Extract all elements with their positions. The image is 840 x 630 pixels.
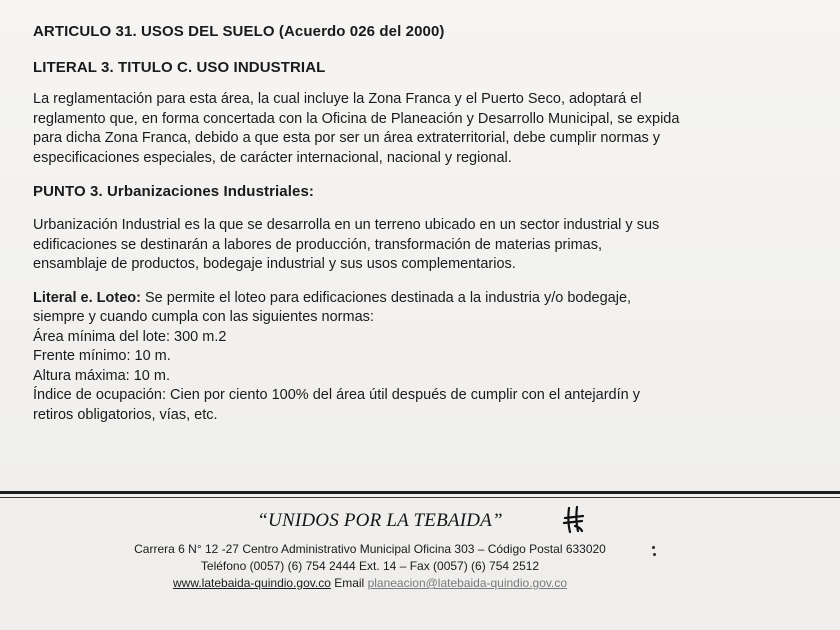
stray-mark — [653, 553, 656, 556]
signature-mark — [562, 504, 586, 534]
footer-motto: “UNIDOS POR LA TEBAIDA” — [257, 510, 503, 531]
paragraph-line: Urbanización Industrial es la que se desarrolla en un terreno ubicado en un sector industrial y sus — [33, 217, 660, 233]
literal-title: LITERAL 3. TITULO C. USO INDUSTRIAL — [33, 59, 326, 76]
footer-phone: Teléfono (0057) (6) 754 2444 Ext. 14 – Fax (0057) (6) 754 2512 — [200, 559, 540, 573]
paragraph-line: edificaciones se destinarán a labores de producción, transformación de materias primas, — [33, 236, 603, 253]
punto-title: PUNTO 3. Urbanizaciones Industriales: — [33, 183, 314, 200]
paragraph-loteo — [33, 289, 733, 426]
paragraph-line: La reglamentación para esta área, la cual incluye la Zona Franca y el Puerto Seco, adoptará el — [33, 91, 642, 107]
paragraph-urbanizacion — [33, 216, 723, 275]
footer-rule-thick — [0, 491, 840, 494]
loteo-line: siempre y cuando cumpla con las siguientes normas: — [33, 309, 374, 325]
loteo-first-line — [33, 289, 733, 309]
paragraph-line: especificaciones especiales, de carácter internacional, nacional y regional. — [33, 149, 512, 166]
footer-contact — [0, 576, 740, 590]
website-link[interactable]: www.latebaida-quindio.gov.co — [173, 576, 331, 590]
loteo-line: Área mínima del lote: 300 m.2 — [33, 328, 227, 345]
article-title: ARTICULO 31. USOS DEL SUELO (Acuerdo 026 del 2000) — [33, 23, 445, 40]
footer-rule-thin — [0, 497, 840, 498]
paragraph-line: ensamblaje de productos, bodegaje industrial y sus usos complementarios. — [33, 256, 516, 272]
loteo-first-line-rest: Se permite el loteo para edificaciones destinada a la industria y/o bodegaje, — [140, 289, 632, 306]
stray-mark — [652, 546, 655, 549]
document-body — [33, 22, 813, 425]
loteo-lead: Literal e. Loteo: — [33, 289, 141, 306]
loteo-line: Frente mínimo: 10 m. — [33, 348, 171, 364]
loteo-line: Índice de ocupación: Cien por ciento 100% del área útil después de cumplir con el antejardín y — [33, 387, 640, 403]
paragraph-zona-franca — [33, 90, 733, 168]
footer-address: Carrera 6 N° 12 -27 Centro Administrativo Municipal Oficina 303 – Código Postal 633020 — [134, 542, 606, 556]
loteo-line: retiros obligatorios, vías, etc. — [33, 406, 218, 423]
paragraph-line: reglamento que, en forma concertada con la Oficina de Planeación y Desarrollo Municipal, se expida — [33, 110, 680, 127]
paragraph-line: para dicha Zona Franca, debido a que esta por ser un área extraterritorial, debe cumplir normas y — [33, 130, 661, 146]
email-link[interactable]: planeacion@latebaida-quindio.gov.co — [367, 576, 567, 590]
email-label: Email — [330, 576, 368, 590]
loteo-line: Altura máxima: 10 m. — [33, 367, 170, 384]
